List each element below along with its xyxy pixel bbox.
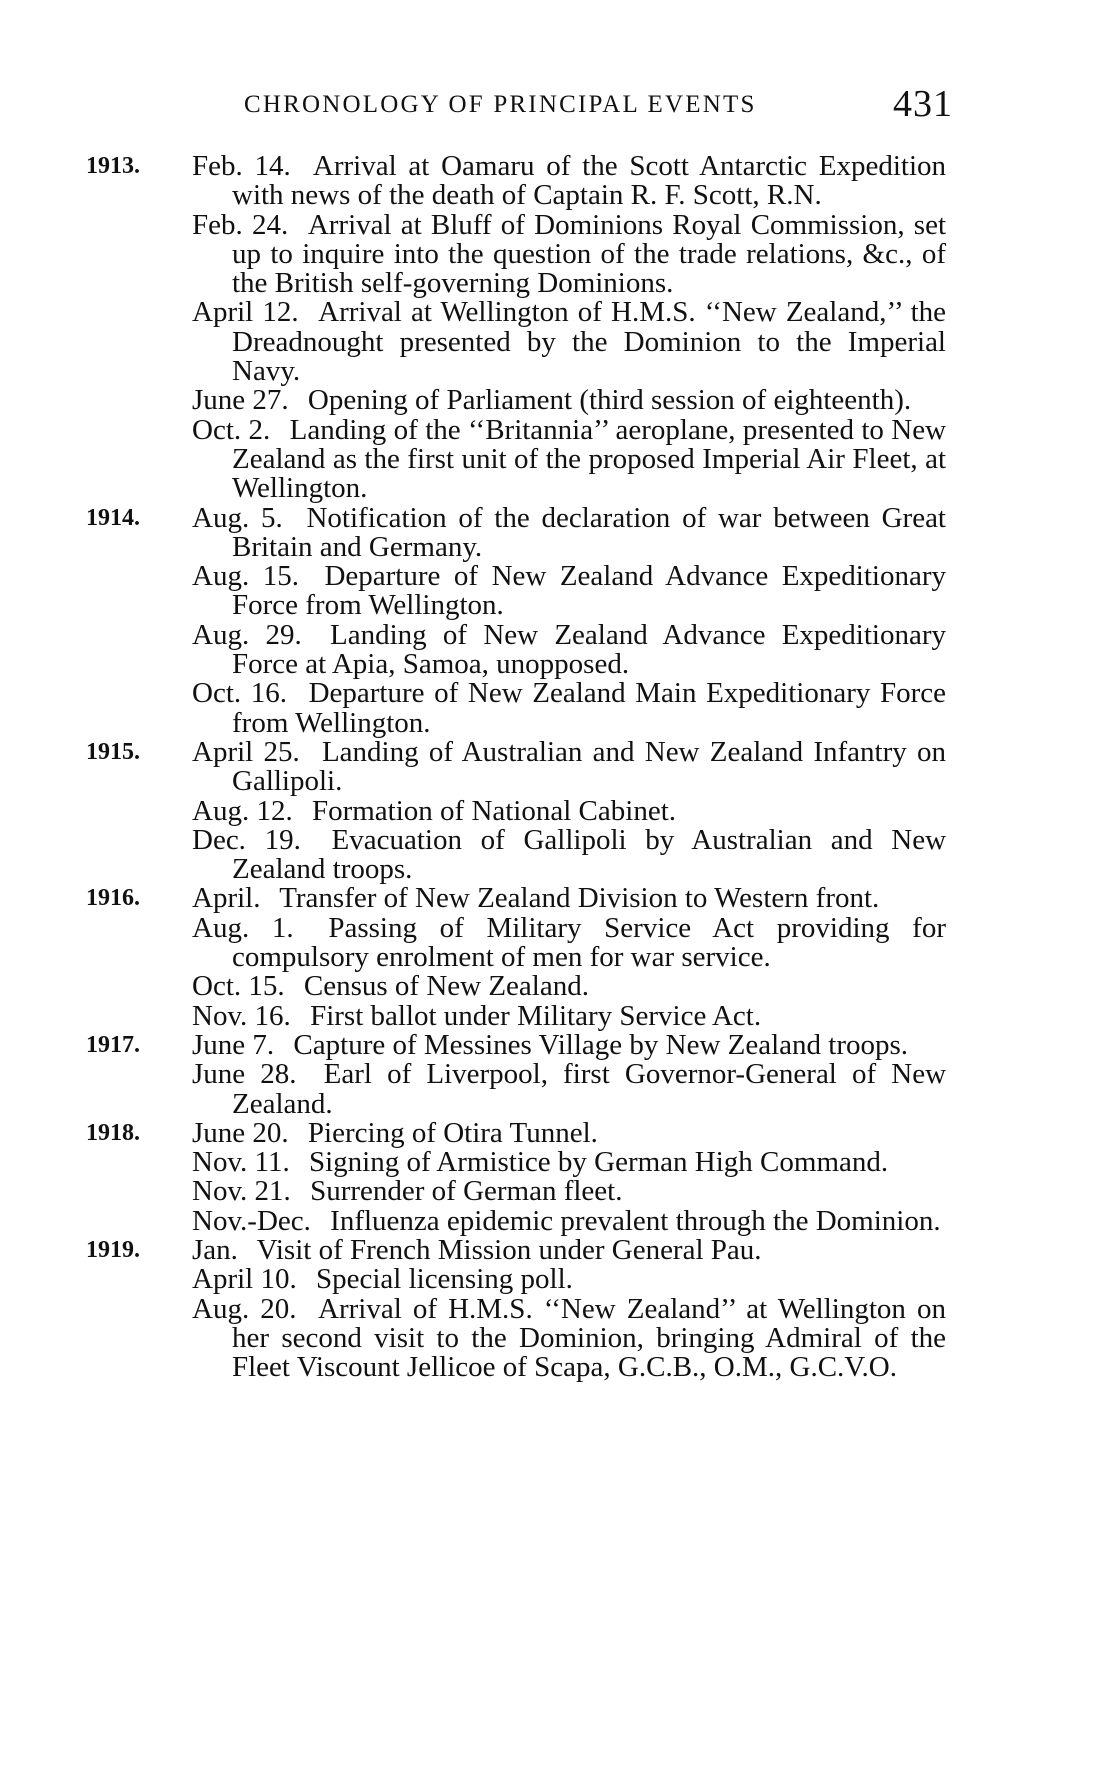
entry-text: Landing of New Zealand Advance Expeditionary Force at Apia, Samoa, unopposed. <box>232 618 946 681</box>
chronology-entry <box>192 1233 946 1266</box>
entry-date: Feb. 14. <box>192 150 291 182</box>
chronology-entry <box>192 152 946 211</box>
year-group <box>86 1233 946 1384</box>
entry-text: Arrival at Bluff of Dominions Royal Commission, set up to inquire into the question of the trade relations, &c., of the British self-governing Dominions. <box>232 208 946 300</box>
entry-text: Piercing of Otira Tunnel. <box>307 1116 598 1149</box>
year-group <box>86 735 947 886</box>
entry-date: Oct. 2. <box>192 413 271 446</box>
entry-text: Departure of New Zealand Advance Expeditionary Force from Wellington. <box>232 560 946 622</box>
year-label: 1914. <box>86 504 140 531</box>
entry-date: Feb. 24. <box>192 208 289 241</box>
year-label: 1917. <box>86 1031 140 1058</box>
chronology-entry <box>192 972 946 1001</box>
entry-date: Nov. 16. <box>192 999 291 1032</box>
entry-date: Oct. 15. <box>192 970 285 1003</box>
entry-text: Formation of National Cabinet. <box>311 794 676 827</box>
year-group <box>86 1028 947 1120</box>
chronology-entry <box>192 1204 946 1237</box>
entry-date: June 7. <box>192 1028 275 1061</box>
entry-text: Arrival at Oamaru of the Scott Antarctic Expedition with news of the death of Captain R. F. Scott, R.N. <box>232 150 946 212</box>
year-label: 1916. <box>86 885 140 912</box>
entry-date: April 12. <box>192 296 299 329</box>
entry-text: Signing of Armistice by German High Command. <box>308 1146 889 1179</box>
year-label: 1919. <box>86 1236 140 1263</box>
year-label: 1918. <box>86 1119 140 1146</box>
entry-text: Notification of the declaration of war between Great Britain and Germany. <box>232 501 946 563</box>
entry-date: Aug. 1. <box>192 911 294 944</box>
entry-text: Evacuation of Gallipoli by Australian and New Zealand troops. <box>232 823 947 886</box>
chronology-entry <box>192 1060 946 1119</box>
chronology-entry <box>192 1028 946 1061</box>
entry-text: Census of New Zealand. <box>303 970 589 1003</box>
entry-date: Aug. 12. <box>192 794 293 827</box>
chronology-entry <box>192 208 946 300</box>
entry-date: April 10. <box>192 1263 297 1296</box>
chronology-entry <box>192 413 947 505</box>
entry-text: Transfer of New Zealand Division to Western front. <box>279 882 880 915</box>
chronology-entry <box>192 794 946 827</box>
entry-text: Influenza epidemic prevalent through the Dominion. <box>330 1204 941 1237</box>
entry-text: Landing of Australian and New Zealand Infantry on Gallipoli. <box>232 735 946 798</box>
entry-date: Nov.-Dec. <box>192 1204 311 1237</box>
year-group <box>86 1116 946 1237</box>
chronology-entry <box>192 562 946 621</box>
entry-text: First ballot under Military Service Act. <box>310 999 762 1032</box>
entry-date: Nov. 11. <box>192 1146 290 1179</box>
chronology-entry <box>192 735 946 798</box>
page-number: 431 <box>893 83 953 125</box>
entry-text: Passing of Military Service Act providing for compulsory enrolment of men for war service. <box>232 911 946 974</box>
entry-text: Visit of French Mission under General Pau. <box>256 1233 762 1266</box>
chronology-entry <box>192 386 946 415</box>
entry-date: April. <box>192 882 261 915</box>
entry-date: April 25. <box>192 735 300 768</box>
chronology-list <box>86 152 946 1382</box>
entry-text: Capture of Messines Village by New Zealand troops. <box>293 1028 909 1061</box>
running-title: CHRONOLOGY OF PRINCIPAL EVENTS <box>244 91 757 118</box>
entry-date: June 28. <box>192 1058 297 1091</box>
entry-text: Surrender of German fleet. <box>310 1175 623 1208</box>
year-group <box>86 501 946 739</box>
chronology-entry <box>192 823 947 886</box>
entry-date: Aug. 29. <box>192 618 302 651</box>
chronology-entry <box>192 501 946 563</box>
entry-date: Nov. 21. <box>192 1175 291 1208</box>
entry-text: Opening of Parliament (third session of eighteenth). <box>307 384 912 417</box>
chronology-entry <box>192 1265 946 1294</box>
chronology-entry <box>192 298 946 386</box>
entry-date: June 27. <box>192 384 289 417</box>
chronology-entry <box>192 1292 946 1384</box>
chronology-entry <box>192 679 946 738</box>
entry-text: Earl of Liverpool, first Governor-General of New Zealand. <box>232 1058 947 1120</box>
entry-date: Oct. 16. <box>192 677 287 710</box>
entry-text: Departure of New Zealand Main Expeditionary Force from Wellington. <box>232 677 946 739</box>
year-group <box>86 884 946 1030</box>
entry-date: Aug. 5. <box>192 501 283 534</box>
chronology-entry <box>192 999 946 1032</box>
entry-text: Arrival of H.M.S. ‘‘New Zealand’’ at Wellington on her second visit to the Dominion, bringing Admiral of the Fleet Viscount Jellicoe of Scapa, G.C.B., O.M., G.C.V.O. <box>232 1292 946 1384</box>
chronology-entry <box>192 911 946 974</box>
year-group <box>86 152 946 504</box>
entry-text: Landing of the ‘‘Britannia’’ aeroplane, presented to New Zealand as the first unit of the proposed Imperial Air Fleet, at Wellington. <box>232 413 947 505</box>
entry-date: Dec. 19. <box>192 823 301 856</box>
chronology-entry <box>192 1177 946 1206</box>
entry-date: Jan. <box>192 1233 238 1266</box>
entry-date: Aug. 15. <box>192 560 299 593</box>
year-label: 1915. <box>86 738 140 765</box>
chronology-entry <box>192 1116 946 1149</box>
entry-text: Special licensing poll. <box>315 1263 573 1296</box>
entry-date: Aug. 20. <box>192 1292 297 1325</box>
year-label: 1913. <box>86 153 140 179</box>
entry-text: Arrival at Wellington of H.M.S. ‘‘New Zealand,’’ the Dreadnought presented by the Dominion to the Imperial Navy. <box>232 296 947 388</box>
chronology-entry <box>192 1148 946 1177</box>
entry-date: June 20. <box>192 1116 289 1149</box>
chronology-entry <box>192 884 946 913</box>
chronology-entry <box>192 618 946 681</box>
